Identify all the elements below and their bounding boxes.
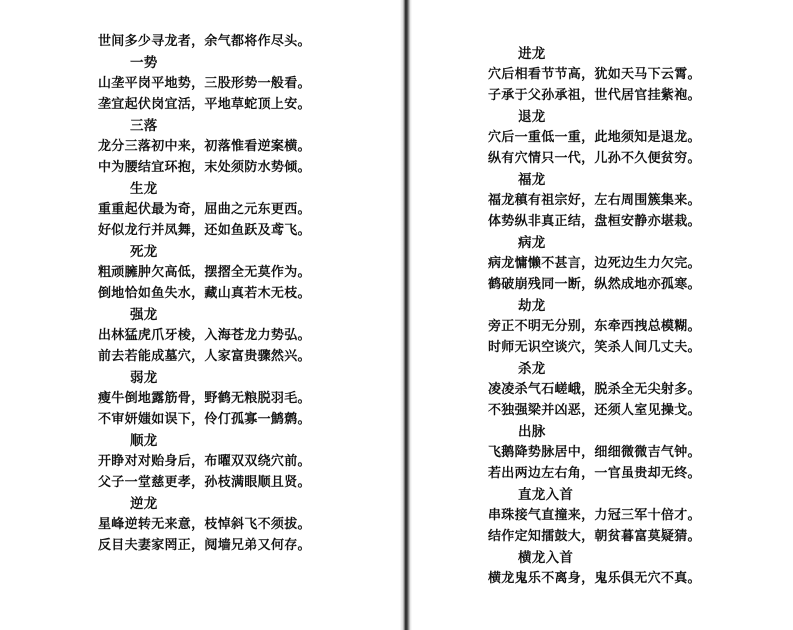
section-heading: 直龙入首	[518, 487, 574, 503]
section-heading: 杀龙	[518, 361, 546, 377]
section-heading: 退龙	[518, 109, 546, 125]
section-heading: 顺龙	[130, 433, 158, 449]
verse-line: 病龙慵懒不甚言，边死边生力欠完。	[488, 256, 701, 271]
verse-line: 纵有穴情只一代，儿孙不久便贫穷。	[488, 151, 701, 166]
verse-line: 旁正不明无分别，东牵西拽总模糊。	[488, 319, 701, 334]
verse-line: 若出两边左右角，一官虽贵却无终。	[488, 466, 701, 481]
section-heading: 强龙	[130, 307, 158, 323]
verse-line: 串珠接气直撞来，力冠三军十倍才。	[488, 508, 701, 523]
section-heading: 弱龙	[130, 370, 158, 386]
section-heading: 一势	[130, 55, 158, 71]
verse-line: 时师无识空谈穴，笑杀人间几丈夫。	[488, 340, 701, 355]
section-heading: 横龙入首	[518, 550, 574, 566]
section-heading: 劫龙	[518, 298, 546, 314]
verse-line: 飞鹅降势脉居中，细细微微吉气钟。	[488, 445, 701, 460]
verse-line: 不独强梁并凶恶，还须人室见操戈。	[488, 403, 701, 418]
section-heading: 福龙	[518, 172, 546, 188]
section-heading: 逆龙	[130, 496, 158, 512]
verse-line: 开睁对对贻身后，布曜双双绕穴前。	[98, 454, 311, 469]
verse-line: 穴后相看节节高，犹如天马下云霄。	[488, 67, 701, 82]
verse-line: 体势纵非真正结，盘桓安静亦堪栽。	[488, 214, 701, 229]
verse-line: 倒地恰如鱼失水，藏山真若木无枝。	[98, 286, 311, 301]
book-spine	[400, 0, 412, 630]
verse-line: 龙分三落初中来，初落惟看逆案横。	[98, 139, 311, 154]
verse-line: 不审妍媸如误下，伶仃孤寡一鹪鹩。	[98, 412, 311, 427]
verse-line: 世间多少寻龙者，余气都将作尽头。	[98, 34, 311, 49]
verse-line: 父子一堂慈更孝，孙枝满眼顺且贤。	[98, 475, 311, 490]
section-heading: 进龙	[518, 46, 546, 62]
verse-line: 中为腰结宜环抱，末处须防水势倾。	[98, 160, 311, 175]
right-page	[412, 0, 793, 630]
verse-line: 子承于父孙承祖，世代居官挂紫袍。	[488, 88, 701, 103]
section-heading: 出脉	[518, 424, 546, 440]
verse-line: 好似龙行并凤舞，还如鱼跃及鸢飞。	[98, 223, 311, 238]
verse-line: 粗顽臃肿欠高低，摆摺全无莫作为。	[98, 265, 311, 280]
verse-line: 结作定知擂鼓大，朝贫暮富莫疑猜。	[488, 529, 701, 544]
verse-line: 凌凌杀气石嵯峨，脱杀全无尖射多。	[488, 382, 701, 397]
verse-line: 前去若能成墓穴，人家富贵骤然兴。	[98, 349, 311, 364]
section-heading: 死龙	[130, 244, 158, 260]
section-heading: 生龙	[130, 181, 158, 197]
verse-line: 出林猛虎爪牙棱，入海苍龙力势弘。	[98, 328, 311, 343]
section-heading: 病龙	[518, 235, 546, 251]
section-heading: 三落	[130, 118, 158, 134]
verse-line: 星峰逆转无来意，枝悼斜飞不须拔。	[98, 517, 311, 532]
verse-line: 穴后一重低一重，此地须知是退龙。	[488, 130, 701, 145]
verse-line: 反目夫妻家罔正，阋墙兄弟又何存。	[98, 538, 311, 553]
verse-line: 山垄平岗平地势，三股形势一般看。	[98, 76, 311, 91]
verse-line: 重重起伏最为奇，屈曲之元东更西。	[98, 202, 311, 217]
verse-line: 鹤破崩残同一断，纵然成地亦孤寒。	[488, 277, 701, 292]
verse-line: 垄宜起伏岗宜活，平地草蛇顶上安。	[98, 97, 311, 112]
verse-line: 福龙稹有祖宗好，左右周围簇集来。	[488, 193, 701, 208]
verse-line: 瘦牛倒地露筋骨，野鹤无粮脱羽毛。	[98, 391, 311, 406]
verse-line: 横龙鬼乐不离身，鬼乐俱无穴不真。	[488, 571, 701, 586]
